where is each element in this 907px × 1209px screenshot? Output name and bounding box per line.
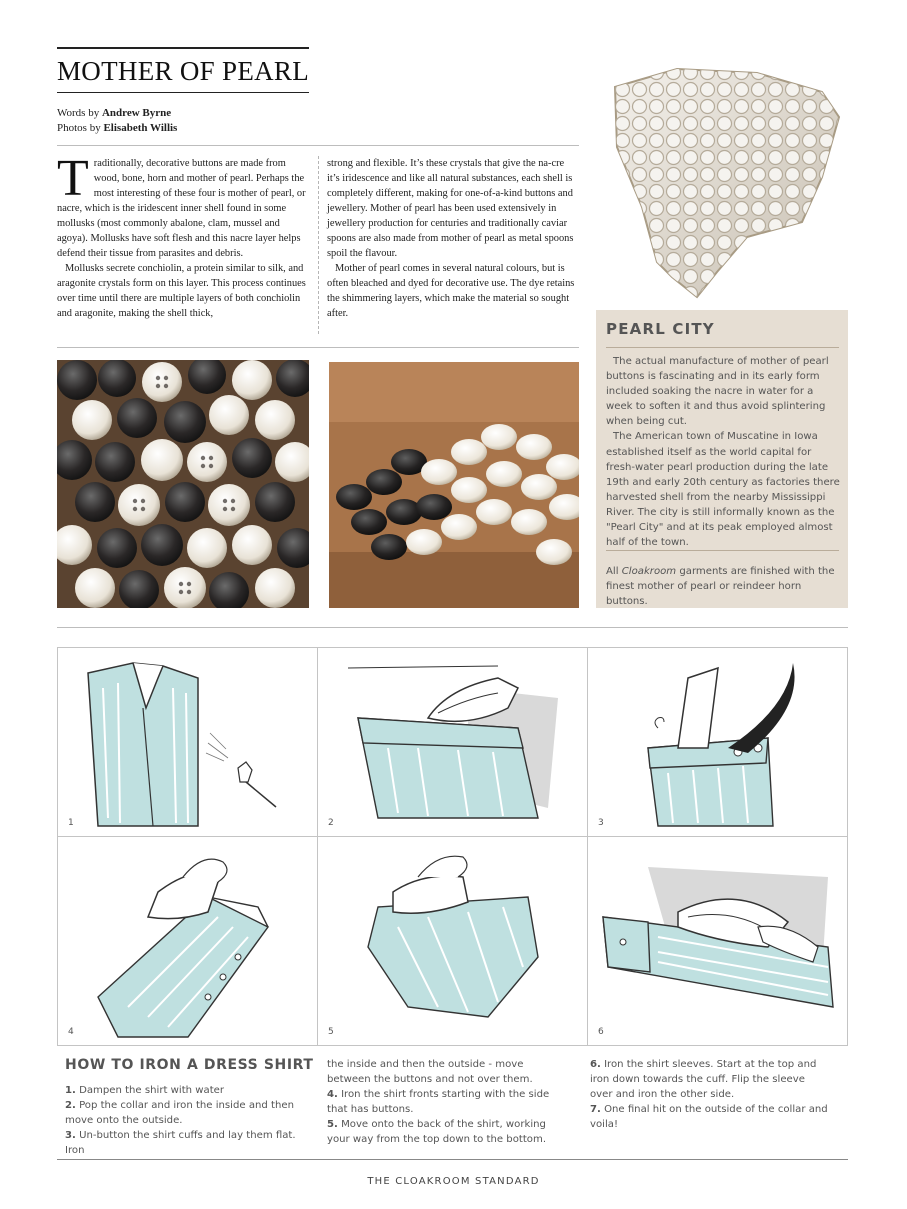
publication-footer: THE CLOAKROOM STANDARD xyxy=(367,1176,540,1187)
step-text: Iron the shirt fronts starting with the side that has buttons. xyxy=(327,1089,550,1115)
howto-step xyxy=(65,1083,301,1098)
howto-column-1 xyxy=(65,1083,301,1158)
step-number: 5 xyxy=(328,1027,334,1037)
article-column-1 xyxy=(57,150,309,321)
buttons-photo-wood xyxy=(329,362,579,608)
howto-step xyxy=(590,1057,830,1102)
step-text: Un-button the shirt cuffs and lay them flat. Iron xyxy=(65,1130,296,1156)
illustration-step-3 xyxy=(588,648,847,837)
words-author: Andrew Byrne xyxy=(101,107,172,119)
title-bottom-rule xyxy=(57,92,309,93)
howto-step xyxy=(65,1098,301,1128)
column-divider xyxy=(318,156,319,334)
step-num: 5. xyxy=(327,1119,338,1130)
shirt-front-ironing-illustration xyxy=(58,837,318,1045)
paragraph-text: raditionally, decorative buttons are made from wood, bone, horn and mother of pearl. Perhaps the most interesting of these four is mother of pearl, or nacre, which is the iridescent inner shell found in some mollusks (most commonly abalone, clam, mussel and agoya). Mollusks have soft flesh and this nacre layer helps defend their tissue from parasites and debris. xyxy=(57,158,306,259)
sidebar-body xyxy=(606,354,842,550)
note-brand: Cloakroom xyxy=(621,566,677,577)
step-text: One final hit on the outside of the collar and voila! xyxy=(590,1104,828,1130)
byline xyxy=(57,106,177,136)
illustration-step-5 xyxy=(318,837,588,1045)
buttons-wood-image xyxy=(329,362,579,608)
step-num: 1. xyxy=(65,1085,76,1096)
shirt-spray-illustration xyxy=(58,648,318,837)
howto-step xyxy=(65,1128,301,1158)
step-number: 4 xyxy=(68,1027,74,1037)
illustration-step-4 xyxy=(58,837,318,1045)
step-text: Dampen the shirt with water xyxy=(75,1085,225,1096)
ironing-illustration-grid xyxy=(57,647,848,1046)
howto-column-3 xyxy=(590,1057,830,1132)
illustration-step-6 xyxy=(588,837,847,1045)
note-prefix: All xyxy=(606,566,622,577)
words-prefix: Words by xyxy=(57,107,102,119)
article-paragraph: Mollusks secrete conchiolin, a protein similar to silk, and aragonite crystals form on this layer. This process continues over time until there are multiple layers of both conchiolin and aragonite, making the shell thick, xyxy=(57,263,306,319)
step-num: 7. xyxy=(590,1104,601,1115)
illustration-step-1 xyxy=(58,648,318,837)
article-bottom-divider xyxy=(57,347,579,348)
sidebar-title: PEARL CITY xyxy=(606,320,715,338)
photos-prefix: Photos by xyxy=(57,122,104,134)
step-number: 6 xyxy=(598,1027,604,1037)
sidebar-note xyxy=(606,564,842,609)
sidebar-title-rule xyxy=(606,347,839,348)
byline-divider xyxy=(57,145,579,146)
step-num: 6. xyxy=(590,1059,601,1070)
buttons-photo-closeup xyxy=(57,360,309,608)
section-divider xyxy=(57,627,848,628)
sidebar-paragraph: The actual manufacture of mother of pearl buttons is fascinating and in its early form included soaking the nacre in water for a week to soften it and thus avoid splintering when being cut. xyxy=(606,356,829,428)
article-paragraph: strong and flexible. It’s these crystals that give the na-cre it’s iridescence and like all natural substances, each shell is completely different, making for one-of-a-kind buttons and jewellery. Mother of pearl has been used extensively in jewellery production for centuries and traditionally caviar spoons are also made from mother of pearl as metal spoons spoil the flavour. xyxy=(327,158,574,259)
pearl-shell-image xyxy=(597,47,848,309)
article-column-2 xyxy=(327,156,579,321)
step-text: Iron the shirt sleeves. Start at the top and iron down towards the cuff. Flip the sleeve over and iron the other side. xyxy=(590,1059,817,1100)
howto-step xyxy=(327,1087,567,1117)
title-top-rule xyxy=(57,47,309,49)
howto-step xyxy=(327,1117,567,1147)
step-text: Pop the collar and iron the inside and then move onto the outside. xyxy=(65,1100,294,1126)
pearl-shell-photo xyxy=(597,47,848,309)
note-suffix: garments are finished with the finest mother of pearl or reindeer horn buttons. xyxy=(606,566,835,608)
howto-column-2 xyxy=(327,1057,567,1147)
article-paragraph: Mother of pearl comes in several natural colours, but is often bleached and dyed for decorative use. The dye retains the shimmering layers, which make the material so sought after. xyxy=(327,263,575,319)
howto-step-continued: the inside and then the outside - move between the buttons and not over them. xyxy=(327,1059,533,1085)
sleeve-ironing-illustration xyxy=(588,837,847,1045)
article-paragraph xyxy=(57,150,309,261)
collar-ironing-illustration xyxy=(318,648,588,837)
sidebar-divider xyxy=(606,550,839,551)
step-number: 1 xyxy=(68,818,74,828)
illustration-step-2 xyxy=(318,648,588,837)
step-text: Move onto the back of the shirt, working your way from the top down to the bottom. xyxy=(327,1119,547,1145)
article-title: MOTHER OF PEARL xyxy=(57,56,310,86)
howto-step xyxy=(590,1102,830,1132)
howto-title: HOW TO IRON A DRESS SHIRT xyxy=(65,1057,314,1073)
step-number: 2 xyxy=(328,818,334,828)
step-num: 3. xyxy=(65,1130,76,1141)
drop-cap: T xyxy=(57,150,89,207)
step-num: 2. xyxy=(65,1100,76,1111)
photos-author: Elisabeth Willis xyxy=(103,122,178,134)
sidebar-paragraph: The American town of Muscatine in Iowa established itself as the world capital for fresh-water pearl production during the late 19th and early 20th century as factories there harvested shell from the nearby Mississippi River. The city is still informally known as the "Pearl City" and at its peak employed almost half of the town. xyxy=(606,431,840,549)
step-number: 3 xyxy=(598,818,604,828)
footer-rule xyxy=(57,1159,848,1160)
shirt-back-ironing-illustration xyxy=(318,837,588,1045)
buttons-closeup-image xyxy=(57,360,309,608)
cuff-ironing-illustration xyxy=(588,648,847,837)
step-num: 4. xyxy=(327,1089,338,1100)
